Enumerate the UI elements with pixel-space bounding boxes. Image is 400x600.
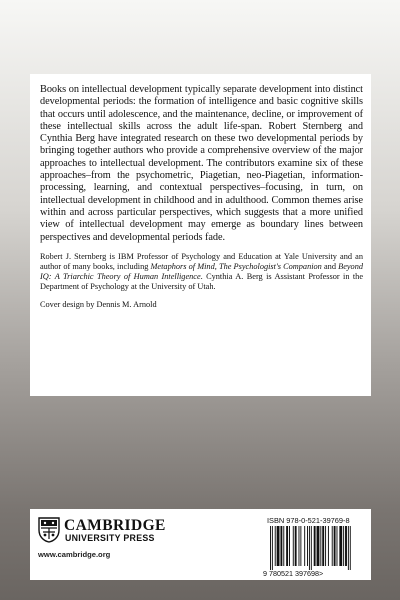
barcode-bar bbox=[325, 526, 326, 566]
bio-sep-2: and bbox=[321, 262, 339, 272]
barcode-bar bbox=[322, 526, 324, 566]
bio-sep-1: , bbox=[214, 262, 219, 272]
barcode-bars bbox=[270, 526, 351, 570]
barcode-bar bbox=[343, 526, 344, 566]
barcode-bar bbox=[317, 526, 320, 566]
barcode-bar bbox=[286, 526, 288, 566]
barcode-bar bbox=[334, 526, 336, 566]
author-bio bbox=[40, 252, 363, 293]
book-description: Books on intellectual development typically separate development into distinct developmental periods: the formation of intelligence and basic cognitive skills that occurs until adolescence, and the maintenance, decline, or improvement of these intellectual skills across the adult life-span. Robert Sternberg and Cynthia Berg have integrated research on these two developmental periods by bringing together authors who provide a comprehensive overview of the major approaches to intellectual development. The contributors examine six of these approaches–from the psychometric, Piagetian, neo-Piagetian, information-processing, learning, and contextual perspectives–focusing, in turn, on intellectual development in childhood and in adulthood. Common themes arise within and across particular perspectives, which suggests that a more unified view of intellectual development may emerge as boundary lines between perspectives and developmental periods fade. bbox=[40, 84, 363, 243]
cambridge-shield-icon bbox=[38, 517, 60, 543]
barcode-bar bbox=[270, 526, 271, 570]
barcode-bar bbox=[339, 526, 342, 566]
barcode-bar bbox=[289, 526, 290, 566]
barcode-bar bbox=[295, 526, 297, 566]
barcode-bar bbox=[277, 526, 280, 566]
isbn-barcode bbox=[262, 526, 365, 578]
bio-title-1: Metaphors of Mind bbox=[150, 262, 215, 272]
barcode-bar bbox=[299, 526, 300, 566]
bio-text-1: Robert J. Sternberg is IBM Professor of Psychology and Education at Yale University and an author of many books, including bbox=[40, 251, 363, 272]
isbn-label: ISBN 978-0-521-39769-8 bbox=[267, 516, 350, 525]
barcode-digits: 9 780521 397698> bbox=[263, 569, 324, 578]
publisher-panel bbox=[30, 509, 371, 580]
barcode-bar bbox=[293, 526, 294, 566]
blurb-panel bbox=[30, 74, 371, 396]
barcode-bar bbox=[311, 526, 312, 570]
barcode-bar bbox=[337, 526, 338, 566]
barcode-bar bbox=[275, 526, 276, 566]
barcode-bar bbox=[283, 526, 284, 566]
barcode-bar bbox=[307, 526, 308, 566]
barcode-bar bbox=[314, 526, 316, 566]
barcode-bar bbox=[332, 526, 333, 566]
barcode-bar bbox=[309, 526, 310, 570]
bio-title-3: Beyond IQ: A Triarchic Theory of Human Intelligence bbox=[40, 262, 364, 282]
publisher-url: www.cambridge.org bbox=[38, 550, 111, 559]
publisher-name: CAMBRIDGE bbox=[64, 517, 166, 534]
barcode-bar bbox=[328, 526, 329, 566]
barcode-bar bbox=[272, 526, 273, 570]
barcode-bar bbox=[350, 526, 351, 570]
barcode-bar bbox=[348, 526, 349, 570]
bio-title-2: The Psychologist's Companion bbox=[218, 262, 322, 272]
bio-text-2: . Cynthia A. Berg is Assistant Professor in the Department of Psychology at the University of Utah. bbox=[40, 272, 363, 292]
barcode-bar bbox=[300, 526, 301, 566]
cover-design-credit: Cover design by Dennis M. Arnold bbox=[40, 299, 157, 309]
barcode-bar bbox=[304, 526, 305, 566]
barcode-bar bbox=[345, 526, 347, 566]
barcode-bar bbox=[280, 526, 282, 566]
barcode-bar bbox=[320, 526, 321, 566]
publisher-subtitle: UNIVERSITY PRESS bbox=[65, 533, 155, 543]
